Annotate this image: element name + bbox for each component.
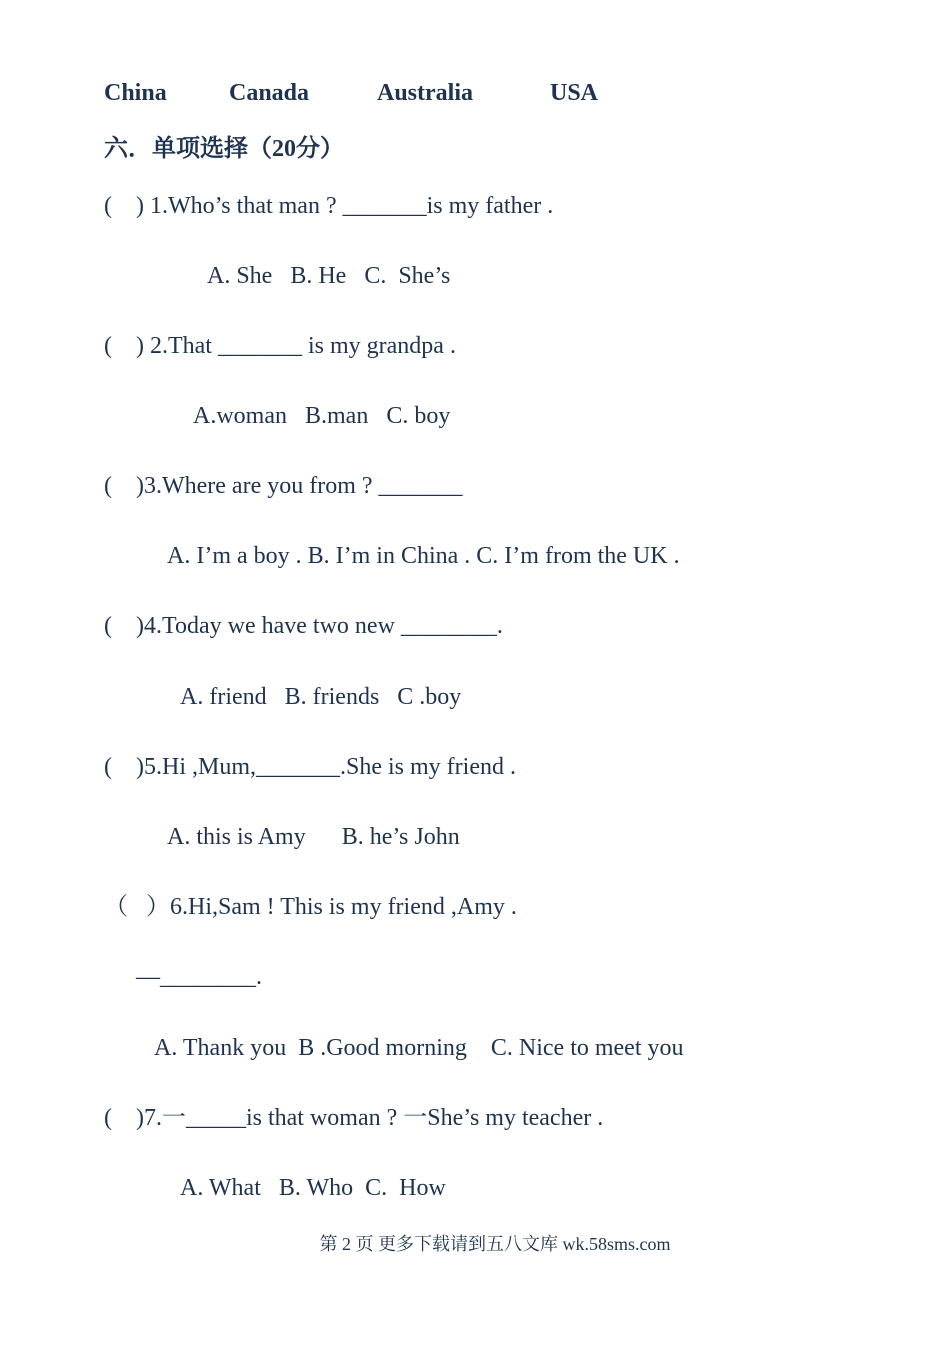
country-australia: Australia [377, 80, 473, 106]
question-1-stem: ( ) 1.Who’s that man ? _______is my father . [104, 193, 554, 219]
question-2-stem: ( ) 2.That _______ is my grandpa . [104, 333, 456, 359]
question-4-stem: ( )4.Today we have two new ________. [104, 613, 503, 639]
question-3-options: A. I’m a boy . B. I’m in China . C. I’m from the UK . [167, 543, 680, 569]
question-4-options: A. friend B. friends C .boy [180, 684, 462, 710]
question-6-answer-line: —________. [136, 964, 262, 990]
page-footer: 第 2 页 更多下载请到五八文库 wk.58sms.com [319, 1234, 671, 1254]
country-canada: Canada [229, 80, 310, 106]
question-5-stem: ( )5.Hi ,Mum,_______.She is my friend . [104, 754, 516, 780]
question-1-options: A. She B. He C. She’s [207, 263, 451, 289]
question-5-options: A. this is Amy B. he’s John [167, 824, 460, 850]
question-7-options: A. What B. Who C. How [180, 1175, 446, 1201]
question-6-stem: （ ）6.Hi,Sam ! This is my friend ,Amy . [104, 894, 517, 920]
country-usa: USA [550, 80, 599, 106]
question-2-options: A.woman B.man C. boy [193, 403, 451, 429]
country-china: China [104, 80, 167, 106]
section-title: 六．单项选择（20分） [104, 136, 344, 162]
question-3-stem: ( )3.Where are you from ? _______ [104, 473, 463, 499]
question-6-options: A. Thank you B .Good morning C. Nice to meet you [154, 1035, 684, 1061]
question-7-stem: ( )7.一_____is that woman ? 一She’s my teacher . [104, 1105, 604, 1131]
